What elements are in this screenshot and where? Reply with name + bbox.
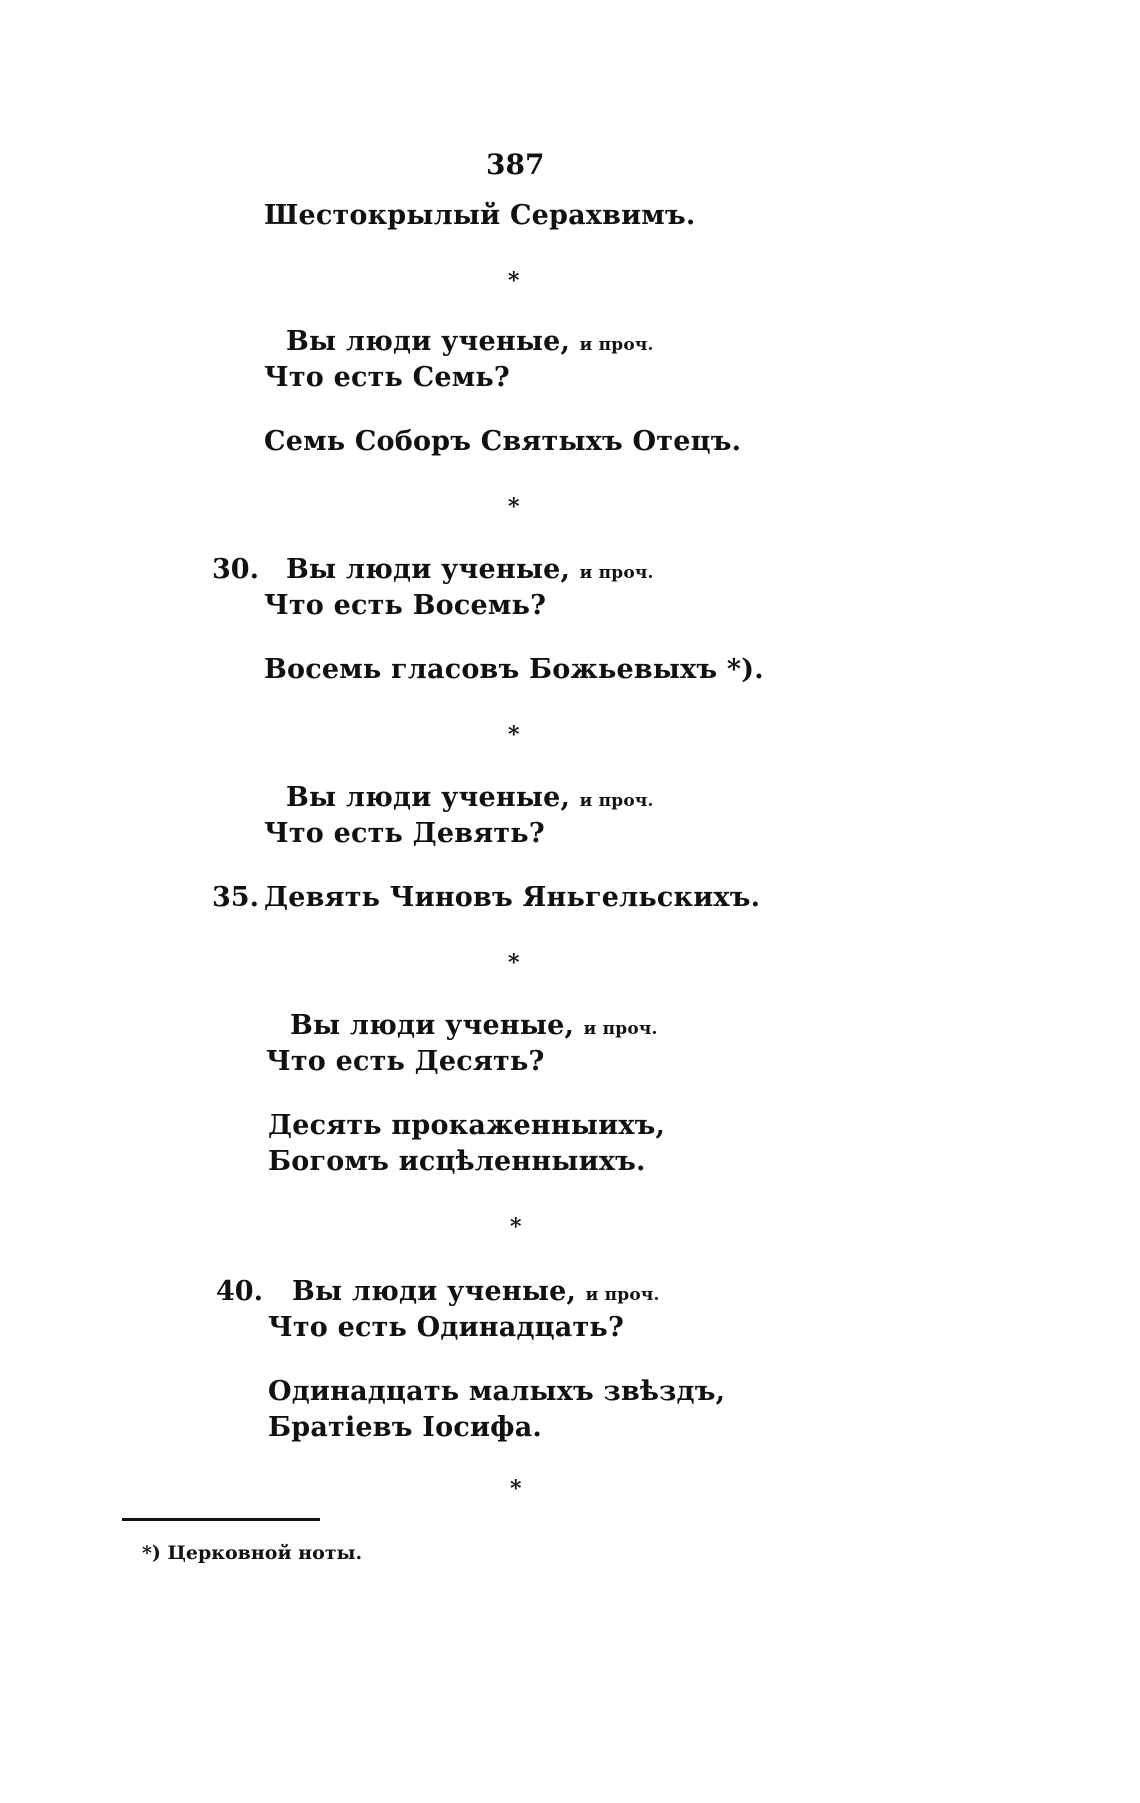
refrain-text: Вы люди ученые, bbox=[286, 554, 571, 585]
verse-refrain bbox=[286, 782, 654, 813]
refrain-text: Вы люди ученые, bbox=[286, 782, 571, 813]
separator-asterisk: * bbox=[508, 950, 520, 976]
separator-asterisk: * bbox=[508, 494, 520, 520]
refrain-text: Вы люди ученые, bbox=[286, 326, 571, 357]
verse-refrain bbox=[286, 326, 654, 357]
line-number: 35. bbox=[212, 882, 259, 913]
verse-question: Что есть Девять? bbox=[264, 818, 545, 849]
refrain-tail: и проч. bbox=[579, 791, 654, 811]
page-number: 387 bbox=[486, 148, 545, 181]
refrain-tail: и проч. bbox=[579, 563, 654, 583]
separator-asterisk: * bbox=[508, 268, 520, 294]
verse-question: Что есть Восемь? bbox=[264, 590, 547, 621]
refrain-text: Вы люди ученые, bbox=[290, 1010, 575, 1041]
verse-answer: Семь Соборъ Святыхъ Отецъ. bbox=[264, 426, 742, 457]
verse-answer: Братіевъ Іосифа. bbox=[268, 1412, 543, 1443]
verse-answer: Десять прокаженныихъ, bbox=[268, 1110, 666, 1141]
verse-refrain bbox=[290, 1010, 658, 1041]
verse-answer: Восемь гласовъ Божьевыхъ *). bbox=[264, 654, 764, 685]
verse-answer: Богомъ исцѣленныихъ. bbox=[268, 1146, 646, 1177]
verse-answer: Одинадцать малыхъ звѣздъ, bbox=[268, 1376, 726, 1407]
separator-asterisk: * bbox=[510, 1214, 522, 1240]
refrain-tail: и проч. bbox=[579, 335, 654, 355]
verse-question: Что есть Одинадцать? bbox=[268, 1312, 624, 1343]
footnote-rule bbox=[122, 1518, 320, 1521]
line-number: 40. bbox=[216, 1276, 263, 1307]
verse-answer: Девять Чиновъ Яньгельскихъ. bbox=[264, 882, 761, 913]
refrain-tail: и проч. bbox=[585, 1285, 660, 1305]
separator-asterisk: * bbox=[508, 722, 520, 748]
refrain-text: Вы люди ученые, bbox=[292, 1276, 577, 1307]
verse-refrain bbox=[286, 554, 654, 585]
separator-asterisk: * bbox=[510, 1476, 522, 1502]
refrain-tail: и проч. bbox=[583, 1019, 658, 1039]
verse-question: Что есть Десять? bbox=[266, 1046, 545, 1077]
verse-question: Что есть Семь? bbox=[264, 362, 510, 393]
verse-refrain bbox=[292, 1276, 660, 1307]
line-number: 30. bbox=[212, 554, 259, 585]
verse-line: Шестокрылый Серахвимъ. bbox=[264, 200, 696, 231]
footnote: *) Церковной ноты. bbox=[142, 1542, 363, 1564]
